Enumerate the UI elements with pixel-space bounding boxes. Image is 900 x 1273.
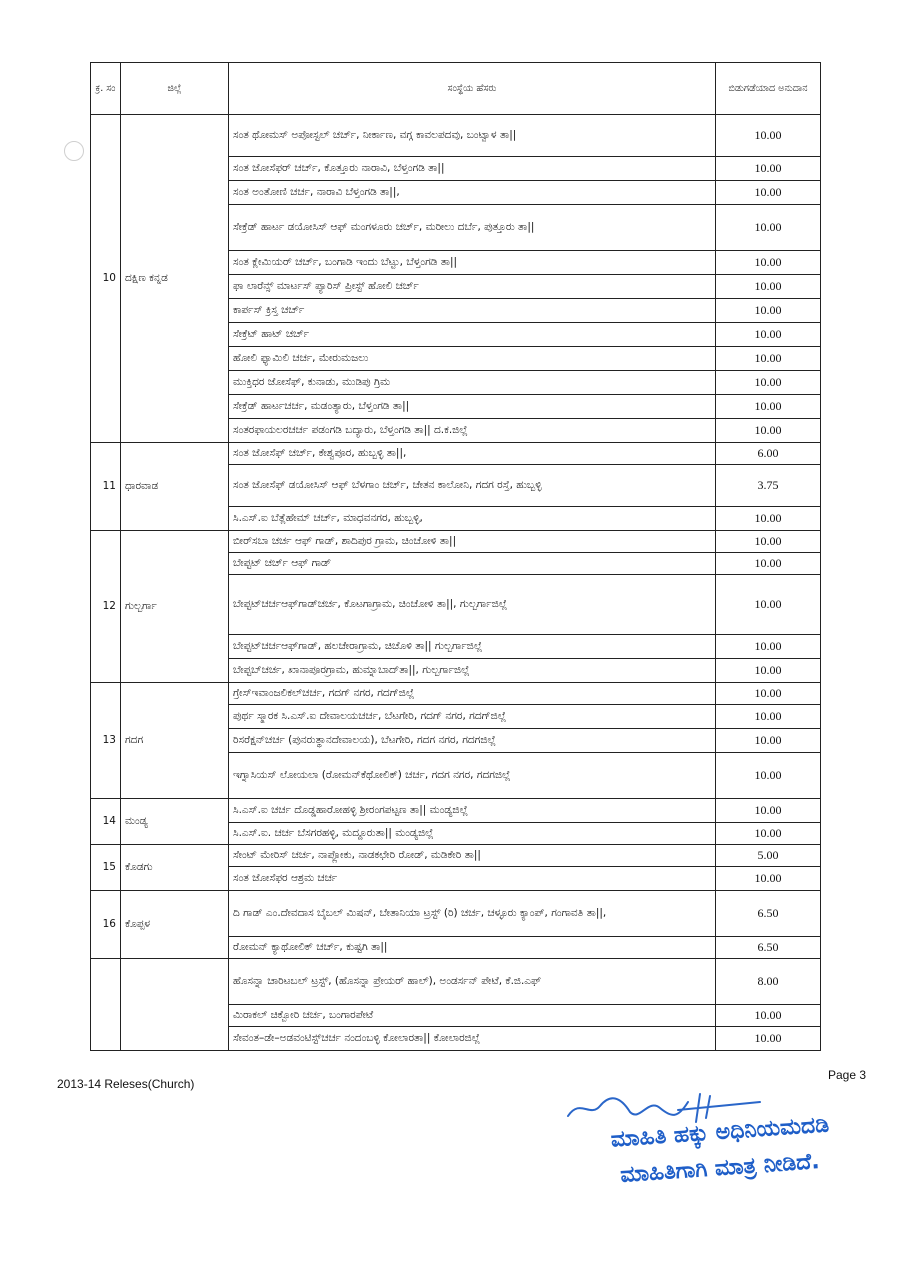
- table-header-row: [91, 63, 821, 115]
- institution-name-cell: ಸಂತ ಜೋಸೆಫ್ ಚರ್ಚ್, ಕೇಶ್ವಪೂರ, ಹುಬ್ಬಳ್ಳಿ ತಾ||,: [229, 443, 716, 465]
- grant-amount-cell: 8.00: [716, 959, 821, 1005]
- grant-amount-cell: 10.00: [716, 299, 821, 323]
- grant-amount-cell: 10.00: [716, 157, 821, 181]
- rti-stamp: [555, 1112, 885, 1188]
- header-institution-name: ಸಂಸ್ಥೆಯ ಹೆಸರು: [229, 63, 716, 115]
- institution-name-cell: ರಿಸರೆಕ್ಷನ್‌ಚರ್ಚ (ಪುನರುತ್ಥಾನದೇವಾಲಯ), ಬೆಟಗೇರಿ, ಗದಗ ನಗರ, ಗದಗಜಿಲ್ಲೆ: [229, 729, 716, 753]
- grant-amount-cell: 10.00: [716, 659, 821, 683]
- table-row: [91, 799, 821, 823]
- institution-name-cell: ಕಾರ್ಪಸ್ ಕ್ರಿಸ್ತ ಚರ್ಚ್: [229, 299, 716, 323]
- stamp-line-1: ಮಾಹಿತಿ ಹಕ್ಕು ಅಧಿನಿಯಮದಡಿ: [610, 1112, 830, 1153]
- institution-name-cell: ಪುರ್ಥ ಸ್ಮಾರಕ ಸಿ.ಎಸ್.ಐ ದೇವಾಲಯಚರ್ಚ, ಬೆಟಗೇರಿ, ಗದಗ್ ನಗರ, ಗದಗ್‌ಜಿಲ್ಲೆ: [229, 705, 716, 729]
- header-district: ಜಿಲ್ಲೆ: [121, 63, 229, 115]
- table-body: [91, 115, 821, 1051]
- institution-name-cell: ಸೇಕ್ರೆಡ್ ಹಾರ್ಟಚರ್ಚ, ಮಡಂತ್ಯಾರು, ಬೆಳ್ತಂಗಡಿ ತಾ||: [229, 395, 716, 419]
- institution-name-cell: ಸಂತ ಜೋಸೆಫರ್ ಚರ್ಚ್, ಕೊತ್ತೂರು ನಾರಾವಿ, ಬೆಳ್ತಂಗಡಿ ತಾ||: [229, 157, 716, 181]
- serial-number-cell: 13: [91, 683, 121, 799]
- grant-amount-cell: 10.00: [716, 1027, 821, 1051]
- serial-number-cell: 11: [91, 443, 121, 531]
- institution-name-cell: ಬೇಪ್ಟಬ್‌ಚರ್ಚ, ಖಾನಾಪೂರಗ್ರಾಮ, ಹುಮ್ನಾಬಾದ್‌ತಾ||, ಗುಲ್ಬರ್ಗಾಜಿಲ್ಲೆ: [229, 659, 716, 683]
- header-released-grant: ಬಿಡುಗಡೆಯಾದ ಅನುದಾನ: [716, 63, 821, 115]
- district-cell: ಕೊಪ್ಪಳ: [121, 891, 229, 959]
- header-serial: ಕ್ರ. ಸಂ: [91, 63, 121, 115]
- grant-amount-cell: 10.00: [716, 575, 821, 635]
- grant-amount-cell: 10.00: [716, 531, 821, 553]
- grant-amount-cell: 10.00: [716, 799, 821, 823]
- grant-amount-cell: 10.00: [716, 419, 821, 443]
- institution-name-cell: ಹೊಸನ್ನಾ ಚಾರಿಟಬಲ್ ಟ್ರಸ್ಟ್, (ಹೊಸನ್ನಾ ಪ್ರೇಯರ್ ಹಾಲ್), ಅಂಡರ್ಸನ್ ಪೇಟೆ, ಕೆ.ಜಿ.ಎಫ್: [229, 959, 716, 1005]
- institution-name-cell: ಗ್ರೇಸ್‌ಇವಾಂಜಲಿಕಲ್‌ಚರ್ಚ, ಗದಗ್ ನಗರ, ಗದಗ್‌ಜಿಲ್ಲೆ: [229, 683, 716, 705]
- table-row: [91, 443, 821, 465]
- institution-name-cell: ಸೇಕ್ರೆಡ್ ಹಾರ್ಟ ಡಯೋಸಿಸ್ ಆಫ್ ಮಂಗಳೂರು ಚರ್ಚ್, ಮರೀಲು ದರ್ಬೆ, ಪುತ್ತೂರು ತಾ||: [229, 205, 716, 251]
- grant-amount-cell: 10.00: [716, 683, 821, 705]
- district-cell: ಮಂಡ್ಯ: [121, 799, 229, 845]
- table-row: [91, 683, 821, 705]
- district-cell: ಗುಲ್ಬರ್ಗಾ: [121, 531, 229, 683]
- footer-label: 2013-14 Releses(Church): [57, 1077, 195, 1091]
- grant-amount-cell: 10.00: [716, 729, 821, 753]
- institution-name-cell: ಮಿರಾಕಲ್ ಚಿಕ್ಬೋರಿ ಚರ್ಚ, ಬಂಗಾರಪೇಟೆ: [229, 1005, 716, 1027]
- grant-amount-cell: 10.00: [716, 251, 821, 275]
- serial-number-cell: [91, 959, 121, 1051]
- grant-amount-cell: 6.00: [716, 443, 821, 465]
- institution-name-cell: ಬೇಪ್ಟಟ್‌ಚರ್ಚಆಫ್‌ಗಾಡ್, ಹಲಚೇರಾಗ್ರಾಮ, ಚಿಚೊಳಿ ತಾ|| ಗುಲ್ಬರ್ಗಾಜಿಲ್ಲೆ: [229, 635, 716, 659]
- serial-number-cell: 15: [91, 845, 121, 891]
- institution-name-cell: ಫಾ ಲಾರೆನ್ಸ್ ಮಾರ್ಟಸ್ ಪ್ಯಾರಿಸ್ ಪ್ರೀಸ್ಟ್ ಹೋಲಿ ಚರ್ಚ್: [229, 275, 716, 299]
- district-cell: ದಕ್ಷಿಣ ಕನ್ನಡ: [121, 115, 229, 443]
- grant-amount-cell: 6.50: [716, 891, 821, 937]
- institution-name-cell: ಬೀರ್‌ಸಬಾ ಚರ್ಚ ಆಫ್ ಗಾಡ್, ಶಾದಿಪುರ ಗ್ರಾಮ, ಚಿಂಚೋಳಿ ತಾ||: [229, 531, 716, 553]
- grant-amount-cell: 10.00: [716, 635, 821, 659]
- institution-name-cell: ದಿ ಗಾಡ್ ಎಂ.ದೇವದಾಸ ಬೈಬಲ್ ಮಿಷನ್, ಬೇತಾನಿಯಾ ಟ್ರಸ್ಟ್ (ರಿ) ಚರ್ಚ, ಚಳ್ಳೂರು ಕ್ಯಾಂಪ್, ಗಂಗಾವತಿ ತಾ||,: [229, 891, 716, 937]
- grant-amount-cell: 10.00: [716, 205, 821, 251]
- serial-number-cell: 12: [91, 531, 121, 683]
- grant-amount-cell: 10.00: [716, 395, 821, 419]
- punch-hole-mark: [64, 141, 84, 161]
- grant-amount-cell: 10.00: [716, 507, 821, 531]
- institution-name-cell: ಸಂತ ಜೋಸೆಫರ ಆಶ್ರಮ ಚರ್ಚ: [229, 867, 716, 891]
- institution-name-cell: ಸಿ.ಎಸ್.ಐ. ಚರ್ಚ ಬೆಸಗರಹಳ್ಳಿ, ಮದ್ದೂರುತಾ|| ಮಂಡ್ಯಜಿಲ್ಲೆ: [229, 823, 716, 845]
- grant-amount-cell: 6.50: [716, 937, 821, 959]
- stamp-line-2: ಮಾಹಿತಿಗಾಗಿ ಮಾತ್ರ ನೀಡಿದೆ.: [619, 1149, 821, 1188]
- table-row: [91, 845, 821, 867]
- district-cell: ಧಾರವಾಡ: [121, 443, 229, 531]
- district-cell: ಗದಗ: [121, 683, 229, 799]
- institution-name-cell: ಸಂತ ಕ್ಲೇಮಿಯರ್ ಚರ್ಚ್, ಬಂಗಾಡಿ ಇಂದು ಬೆಟ್ಟು, ಬೆಳ್ತಂಗಡಿ ತಾ||: [229, 251, 716, 275]
- grant-amount-cell: 10.00: [716, 323, 821, 347]
- serial-number-cell: 14: [91, 799, 121, 845]
- table-row: [91, 959, 821, 1005]
- table-row: [91, 531, 821, 553]
- grant-amount-cell: 10.00: [716, 553, 821, 575]
- institution-name-cell: ಸಂತ ಥೋಮಸ್ ಅಪೋಸ್ಟಲ್ ಚರ್ಚ್, ನೀರ್ಕಾಣ, ವಗ್ಗ ಕಾವಲಪದವು, ಬಂಟ್ವಾಳ ತಾ||: [229, 115, 716, 157]
- institution-name-cell: ಬೇಪ್ಟಟ್‌ಚರ್ಚಆಫ್‌ಗಾಡ್‌ಚರ್ಚ, ಕೊಟಗಾಗ್ರಾಮ, ಚಿಂಚೋಳಿ ತಾ||, ಗುಲ್ಬರ್ಗಾಜಿಲ್ಲೆ: [229, 575, 716, 635]
- serial-number-cell: 10: [91, 115, 121, 443]
- grant-amount-cell: 10.00: [716, 347, 821, 371]
- grant-amount-cell: 10.00: [716, 867, 821, 891]
- institution-name-cell: ಸೇವಂತ–ಡೇ–ಅಡವಂಟಿಸ್ಟ್‌ಚರ್ಚ ನಂದಂಬಳ್ಳಿ ಕೋಲಾರತಾ|| ಕೋಲಾರಜಿಲ್ಲೆ: [229, 1027, 716, 1051]
- grant-amount-cell: 10.00: [716, 275, 821, 299]
- table-row: [91, 115, 821, 157]
- institution-name-cell: ಸೇಕ್ರೆಟ್ ಹಾಟ್ ಚರ್ಚ್: [229, 323, 716, 347]
- grant-amount-cell: 3.75: [716, 465, 821, 507]
- table-row: [91, 891, 821, 937]
- grant-amount-cell: 5.00: [716, 845, 821, 867]
- institution-name-cell: ರೋಮನ್ ಕ್ಯಾಥೋಲಿಕ್ ಚರ್ಚ್, ಕುಷ್ಟಗಿ ತಾ||: [229, 937, 716, 959]
- grant-amount-cell: 10.00: [716, 181, 821, 205]
- district-cell: ಕೊಡಗು: [121, 845, 229, 891]
- institution-name-cell: ಸೇಂಟ್ ಮೇರಿಸ್ ಚರ್ಚ, ನಾಪ್ಲೋಕು, ನಾಡಕಛೇರಿ ರೋಡ್, ಮಡಿಕೇರಿ ತಾ||: [229, 845, 716, 867]
- grants-table: [90, 62, 821, 1051]
- district-cell: [121, 959, 229, 1051]
- grant-amount-cell: 10.00: [716, 823, 821, 845]
- institution-name-cell: ಹೋಲಿ ಫ್ಯಾಮಿಲಿ ಚರ್ಚ, ಮೇರುಮಜಲು: [229, 347, 716, 371]
- page-number: Page 3: [828, 1068, 867, 1082]
- grant-amount-cell: 10.00: [716, 705, 821, 729]
- institution-name-cell: ಸಂತ ಅಂತೋಣಿ ಚರ್ಚ, ನಾರಾವಿ ಬೆಳ್ತಂಗಡಿ ತಾ||,: [229, 181, 716, 205]
- serial-number-cell: 16: [91, 891, 121, 959]
- grant-amount-cell: 10.00: [716, 753, 821, 799]
- institution-name-cell: ಸಿ.ಎಸ್.ಐ ಬೆತ್ಲೆಹೇಮ್ ಚರ್ಚ್, ಮಾಧವನಗರ, ಹುಬ್ಬಳ್ಳಿ,: [229, 507, 716, 531]
- institution-name-cell: ಸಿ.ಎಸ್.ಐ ಚರ್ಚ ದೊಡ್ಡಹಾರೋಹಳ್ಳಿ ಶ್ರೀರಂಗಪಟ್ಟಣ ತಾ|| ಮಂಡ್ಯಜಿಲ್ಲೆ: [229, 799, 716, 823]
- grant-amount-cell: 10.00: [716, 371, 821, 395]
- institution-name-cell: ಮುಕ್ತಿಧರ ಜೋಸೆಫ್, ಕುನಾಡು, ಮುಡಿಪು ಗ್ರಿಮ: [229, 371, 716, 395]
- institution-name-cell: ಇಗ್ನಾಸಿಯಸ್ ಲೋಯಲಾ (ರೋಮನ್‌ಕೆಥೋಲಿಕ್) ಚರ್ಚ, ಗದಗ ನಗರ, ಗದಗಜಿಲ್ಲೆ: [229, 753, 716, 799]
- institution-name-cell: ಬೇಪ್ಟಟ್ ಚರ್ಚ್ ಆಫ್ ಗಾಡ್: [229, 553, 716, 575]
- institution-name-cell: ಸಂತರಫಾಯಲರಚರ್ಚ ಪಡಂಗಡಿ ಬದ್ಯಾರು, ಬೆಳ್ತಂಗಡಿ ತಾ|| ದ.ಕ.ಜಿಲ್ಲೆ: [229, 419, 716, 443]
- grant-amount-cell: 10.00: [716, 1005, 821, 1027]
- institution-name-cell: ಸಂತ ಜೋಸೆಫ್ ಡಯೋಸಿಸ್ ಆಫ್ ಬೆಳಗಾಂ ಚರ್ಚ್, ಚೇತನ ಕಾಲೋನಿ, ಗದಗ ರಸ್ತೆ, ಹುಬ್ಬಳ್ಳಿ: [229, 465, 716, 507]
- grant-amount-cell: 10.00: [716, 115, 821, 157]
